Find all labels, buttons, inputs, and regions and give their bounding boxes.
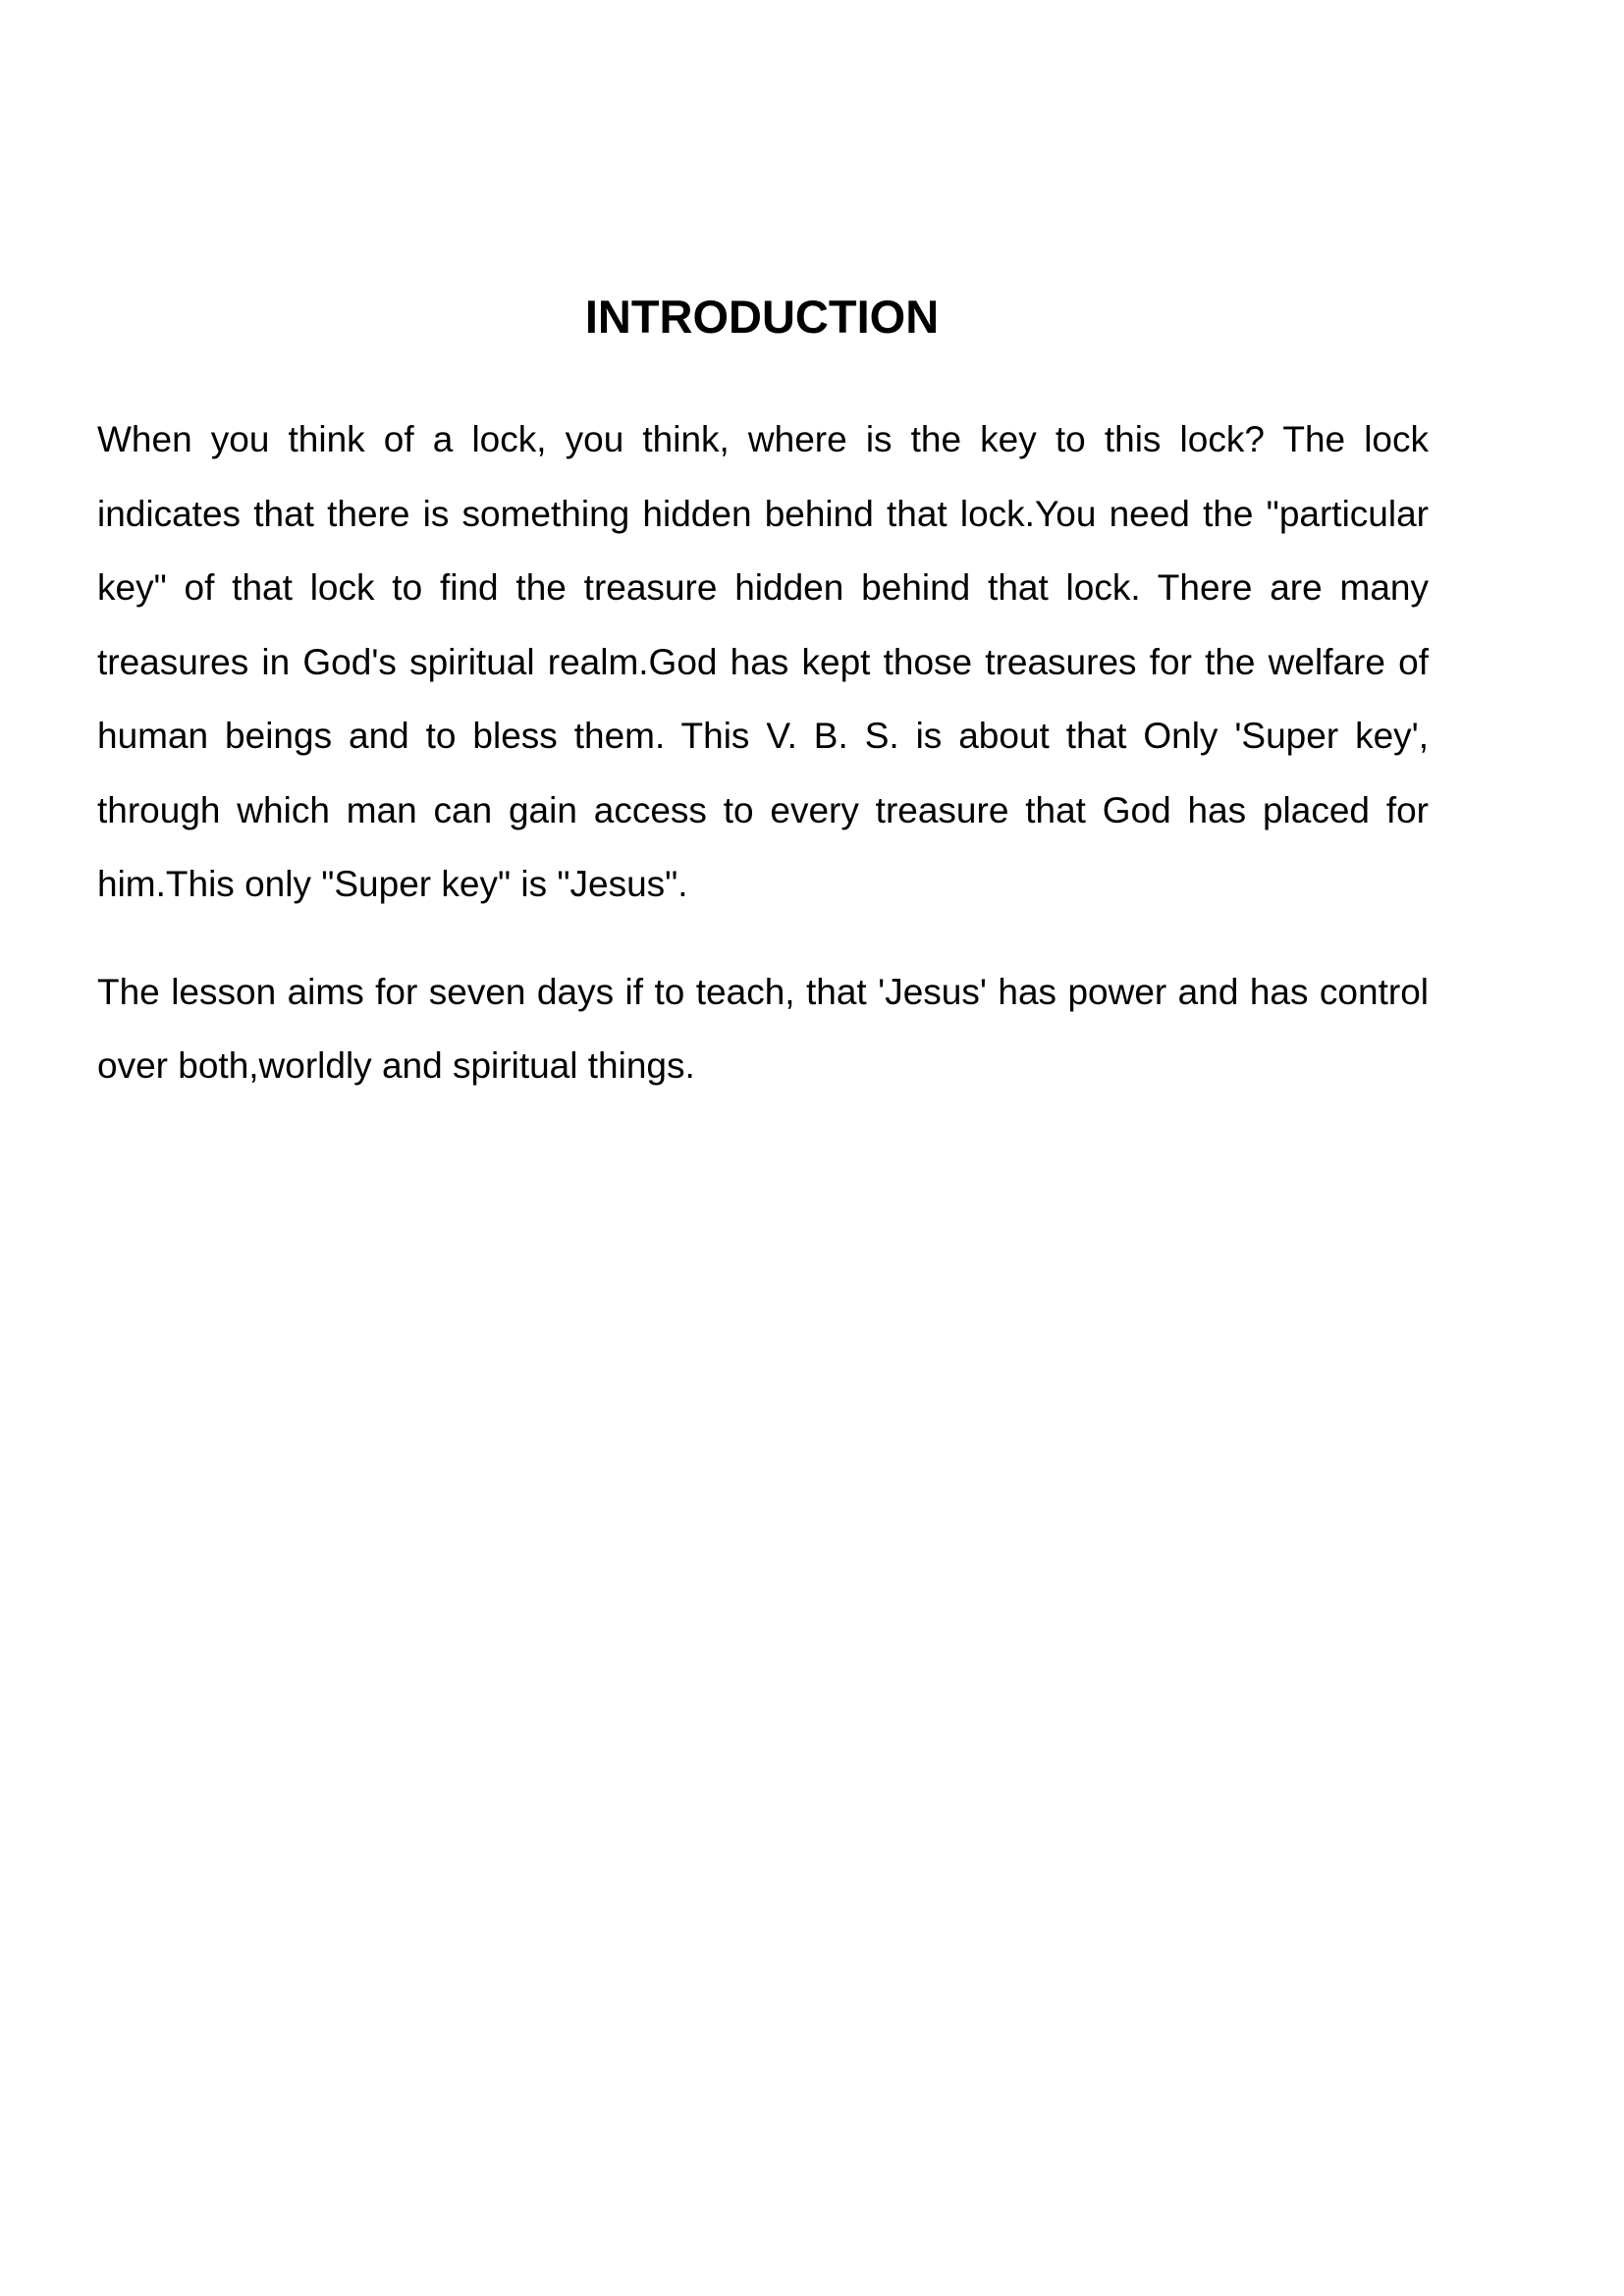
- intro-paragraph-1: When you think of a lock, you think, where is the key to this lock? The lock indicates that there is something hidden behind that lock.You need the "particular key" of that lock to find the treasure hidden behind that lock. There are many treasures in God's spiritual realm.God has kept those treasures for the welfare of human beings and to bless them. This V. B. S. is about that Only 'Super key', through which man can gain access to every treasure that God has placed for him.This only "Super key" is "Jesus".: [97, 419, 1429, 904]
- body-text: [97, 402, 1429, 1103]
- intro-paragraph-2: The lesson aims for seven days if to teach, that 'Jesus' has power and has control over both,worldly and spiritual things.: [97, 971, 1429, 1086]
- page-title: INTRODUCTION: [584, 291, 940, 343]
